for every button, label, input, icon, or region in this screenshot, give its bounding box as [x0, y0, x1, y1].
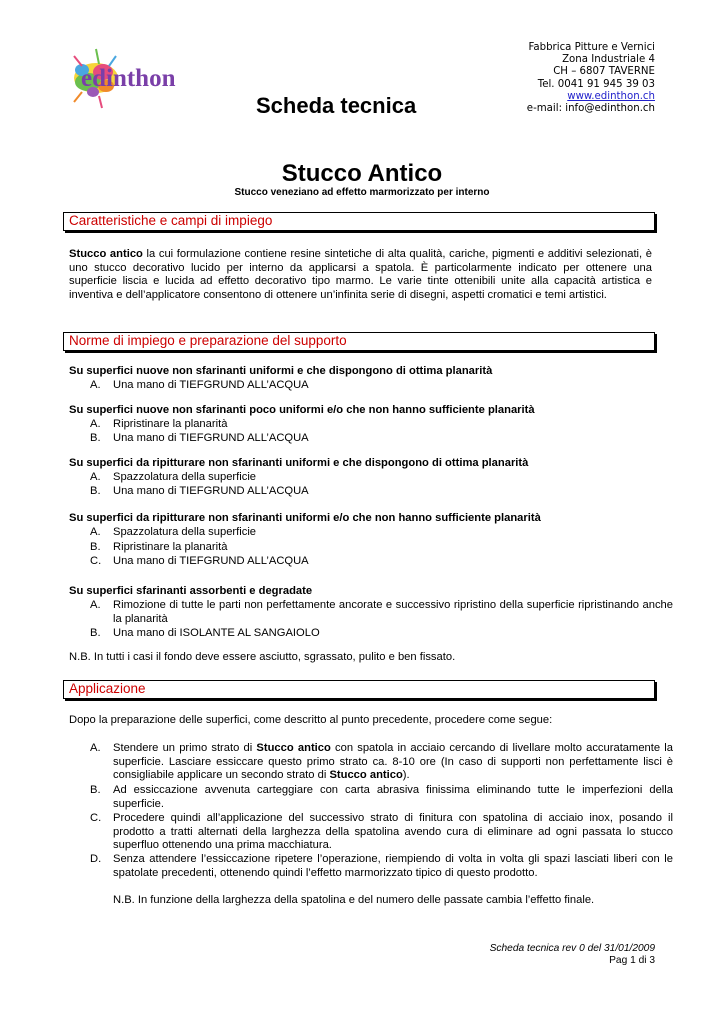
characteristics-paragraph [69, 248, 652, 302]
list-text: Ripristinare la planarità [113, 541, 228, 553]
list-letter: B. [90, 784, 101, 796]
list-text: Ad essiccazione avvenuta carteggiare con carta abrasiva finissima eliminando tutte le imperfezioni della superficie. [113, 784, 673, 810]
page-number: Pag 1 di 3 [609, 955, 655, 967]
product-name-bold: Stucco antico [69, 248, 143, 260]
application-intro: Dopo la preparazione delle superfici, come descritto al punto precedente, procedere come segue: [69, 714, 553, 726]
list-letter: B. [90, 627, 101, 639]
list-letter: A. [90, 526, 101, 538]
surface-group-title: Su superfici nuove non sfarinanti uniformi e che dispongono di ottima planarità [69, 365, 493, 377]
list-text: Una mano di ISOLANTE AL SANGAIOLO [113, 627, 320, 639]
list-text: Una mano di TIEFGRUND ALL’ACQUA [113, 555, 309, 567]
product-name-bold: Stucco antico [329, 769, 403, 782]
company-city: CH – 6807 TAVERNE [553, 66, 655, 78]
list-text: Una mano di TIEFGRUND ALL’ACQUA [113, 485, 309, 497]
list-letter: A. [90, 379, 101, 391]
list-letter: B. [90, 485, 101, 497]
company-website-link[interactable]: www.edinthon.ch [567, 90, 655, 102]
company-name: Fabbrica Pitture e Vernici [528, 42, 655, 53]
company-email: e-mail: info@edinthon.ch [526, 103, 655, 115]
document-subtitle: Stucco veneziano ad effetto marmorizzato per interno [234, 187, 490, 198]
surface-group-title: Su superfici nuove non sfarinanti poco uniformi e/o che non hanno sufficiente planarità [69, 404, 535, 416]
list-letter: A. [90, 418, 101, 430]
surface-group-title: Su superfici da ripitturare non sfarinanti uniformi e/o che non hanno sufficiente planarità [69, 512, 541, 524]
document-title: Stucco Antico [281, 160, 443, 187]
list-letter: A. [90, 471, 101, 483]
list-letter: B. [90, 541, 101, 553]
step-text: con spatola in acciaio cercando di livellare molto accuratamente la superficie. Lasciare essiccare questo primo strato ca. 8-10 ore (In caso di supporti non perfettamente lisci è consigliabile applicare un secondo strato di [113, 742, 673, 782]
revision-label: Scheda tecnica rev 0 del 31/01/2009 [489, 943, 655, 954]
company-address: Zona Industriale 4 [562, 54, 655, 66]
product-name-bold: Stucco antico [256, 742, 331, 754]
list-letter: B. [90, 432, 101, 444]
logo-graphic [66, 44, 206, 114]
list-text: Una mano di TIEFGRUND ALL’ACQUA [113, 379, 309, 391]
page-footer [490, 943, 655, 968]
characteristics-text: la cui formulazione contiene resine sintetiche di alta qualità, cariche, pigmenti e additivi selezionati, è uno stucco decorativo lucido per interno da applicarsi a spatola. È particolarmente indicato per ottenere una superficie liscia e lucida ad effetto decorativo tipo marmo. Le varie tinte ottenibili unite alla capacità artistica e inventiva e dell’applicatore consentono di ottenere un’infinita serie di disegni, aspetti cromatici e temi artistici. [69, 248, 653, 301]
section-heading-label: Norme di impiego e preparazione del supporto [69, 333, 347, 348]
section-heading-label: Applicazione [69, 681, 146, 696]
application-note: N.B. In funzione della larghezza della spatolina e del numero delle passate cambia l’effetto finale. [113, 894, 595, 906]
header-title: Scheda tecnica [256, 93, 417, 118]
list-letter: D. [90, 853, 102, 865]
section-heading-application [63, 680, 655, 699]
company-info [527, 42, 655, 115]
list-text: Una mano di TIEFGRUND ALL’ACQUA [113, 432, 309, 444]
list-letter: C. [90, 812, 102, 824]
list-letter: A. [90, 742, 101, 754]
surface-group-title: Su superfici sfarinanti assorbenti e degradate [69, 585, 313, 597]
section-heading-label: Caratteristiche e campi di impiego [69, 213, 273, 228]
list-text: Rimozione di tutte le parti non perfettamente ancorate e successivo ripristino della superficie ripristinando anche la planarità [113, 599, 673, 625]
logo-text: edinthon [81, 65, 176, 92]
preparation-note: N.B. In tutti i casi il fondo deve essere asciutto, sgrassato, pulito e ben fissato. [69, 651, 456, 663]
list-text: Spazzolatura della superficie [113, 526, 257, 538]
section-heading-preparation [63, 332, 655, 351]
list-letter: C. [90, 555, 102, 567]
list-text: Procedere quindi all’applicazione del successivo strato di finitura con spatolina di acciaio inox, posando il prodotto a tratti alternati della larghezza della spatolina avendo cura di eliminare ad ogni passata lo stucco superfluo ottenendo una prima macchiatura. [113, 812, 673, 852]
step-text: Stendere un primo strato di [113, 742, 257, 754]
list-letter: A. [90, 599, 101, 611]
step-text: ). [402, 769, 410, 782]
section-heading-characteristics [63, 212, 655, 231]
surface-group-title: Su superfici da ripitturare non sfarinanti uniformi e che dispongono di ottima planarità [69, 457, 529, 469]
company-logo [66, 44, 206, 114]
list-text [113, 742, 673, 783]
list-text: Spazzolatura della superficie [113, 471, 257, 483]
list-text: Ripristinare la planarità [113, 418, 228, 430]
list-text: Senza attendere l’essiccazione ripetere l’operazione, riempiendo di volta in volta gli spazi lasciati liberi con le spatolate precedenti, ottenendo quindi l’effetto marmorizzato tipico di questo prodotto. [113, 853, 673, 879]
company-tel: Tel. 0041 91 945 39 03 [537, 78, 655, 90]
